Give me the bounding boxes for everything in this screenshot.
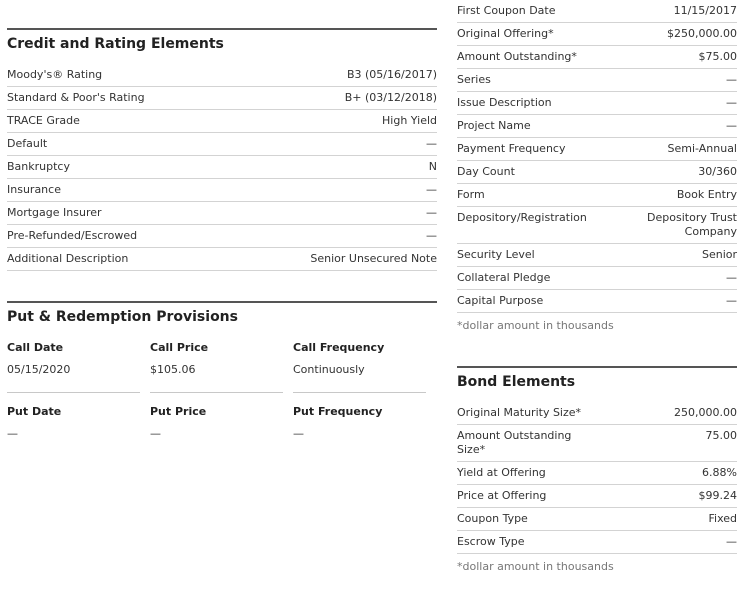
call-frequency-cell xyxy=(293,339,436,403)
put-price-value: — xyxy=(150,427,161,440)
row-label: Payment Frequency xyxy=(457,142,566,155)
right-column xyxy=(457,0,737,573)
credit-row-bankruptcy xyxy=(7,156,437,179)
row-value: High Yield xyxy=(382,114,437,127)
row-value: 30/360 xyxy=(698,165,737,178)
credit-row-additional-description xyxy=(7,248,437,271)
row-label: Depository/Registration xyxy=(457,211,587,224)
issue-row-security-level xyxy=(457,244,737,267)
issue-row-payment-frequency xyxy=(457,138,737,161)
put-price-cell xyxy=(150,403,293,456)
issue-row-day-count xyxy=(457,161,737,184)
call-frequency-header: Call Frequency xyxy=(293,341,385,354)
row-value: — xyxy=(726,271,737,284)
row-label: Insurance xyxy=(7,183,61,196)
bond-footnote: *dollar amount in thousands xyxy=(457,560,614,573)
row-value: — xyxy=(726,294,737,307)
issue-row-issue-description xyxy=(457,92,737,115)
row-label: Price at Offering xyxy=(457,489,547,502)
row-label: Default xyxy=(7,137,48,150)
bond-row-original-maturity-size xyxy=(457,402,737,425)
row-value: — xyxy=(426,137,437,150)
divider xyxy=(293,392,426,393)
put-frequency-cell xyxy=(293,403,436,456)
put-frequency-value: — xyxy=(293,427,304,440)
call-price-header: Call Price xyxy=(150,341,209,354)
row-value: — xyxy=(426,206,437,219)
row-value: B+ (03/12/2018) xyxy=(344,91,437,104)
issue-details-list xyxy=(457,0,737,313)
divider xyxy=(150,392,283,393)
left-column xyxy=(7,0,437,456)
bond-elements-list xyxy=(457,402,737,554)
row-value: Fixed xyxy=(708,512,737,525)
row-value: Senior Unsecured Note xyxy=(310,252,437,265)
bond-elements-title: Bond Elements xyxy=(457,366,737,402)
row-value: 6.88% xyxy=(702,466,737,479)
issue-row-first-coupon-date xyxy=(457,0,737,23)
row-label: Pre-Refunded/Escrowed xyxy=(7,229,138,242)
issue-details-section xyxy=(457,0,737,332)
row-label: Collateral Pledge xyxy=(457,271,551,284)
call-date-header: Call Date xyxy=(7,341,64,354)
row-value: B3 (05/16/2017) xyxy=(346,68,437,81)
row-value: N xyxy=(428,160,437,173)
row-label: First Coupon Date xyxy=(457,4,556,17)
row-label: Moody's® Rating xyxy=(7,68,103,81)
row-value: — xyxy=(726,96,737,109)
divider xyxy=(7,392,140,393)
row-label: Standard & Poor's Rating xyxy=(7,91,145,104)
row-label: Original Offering* xyxy=(457,27,554,40)
issue-row-depository xyxy=(457,207,737,244)
put-date-cell xyxy=(7,403,150,456)
call-date-value: 05/15/2020 xyxy=(7,363,71,376)
row-label: Series xyxy=(457,73,491,86)
call-price-value: $105.06 xyxy=(150,363,196,376)
row-label: Issue Description xyxy=(457,96,552,109)
row-value: Book Entry xyxy=(676,188,737,201)
call-date-cell xyxy=(7,339,150,403)
row-label: TRACE Grade xyxy=(7,114,80,127)
credit-row-mortgage-insurer xyxy=(7,202,437,225)
row-value: Senior xyxy=(701,248,737,261)
put-redemption-grid xyxy=(7,339,437,456)
credit-rating-list xyxy=(7,64,437,271)
put-redemption-title: Put & Redemption Provisions xyxy=(7,301,437,337)
row-value: — xyxy=(426,229,437,242)
row-label: Coupon Type xyxy=(457,512,528,525)
bond-row-coupon-type xyxy=(457,508,737,531)
put-price-header: Put Price xyxy=(150,405,207,418)
row-value: — xyxy=(726,535,737,548)
row-label: Amount Outstanding Size* xyxy=(457,429,572,456)
row-value: $250,000.00 xyxy=(667,27,737,40)
bond-row-yield-at-offering xyxy=(457,462,737,485)
row-label: Additional Description xyxy=(7,252,129,265)
call-price-cell xyxy=(150,339,293,403)
row-value: Semi-Annual xyxy=(667,142,737,155)
row-value: 250,000.00 xyxy=(674,406,737,419)
bond-row-amount-outstanding-size xyxy=(457,425,737,462)
credit-row-default xyxy=(7,133,437,156)
row-label: Security Level xyxy=(457,248,535,261)
put-redemption-section xyxy=(7,301,437,456)
issue-row-form xyxy=(457,184,737,207)
row-label: Bankruptcy xyxy=(7,160,70,173)
issue-row-series xyxy=(457,69,737,92)
issue-row-collateral-pledge xyxy=(457,267,737,290)
bond-row-price-at-offering xyxy=(457,485,737,508)
row-value: Depository Trust Company xyxy=(647,211,737,238)
credit-rating-title: Credit and Rating Elements xyxy=(7,28,437,64)
row-label: Original Maturity Size* xyxy=(457,406,582,419)
credit-row-insurance xyxy=(7,179,437,202)
put-date-header: Put Date xyxy=(7,405,62,418)
row-label: Day Count xyxy=(457,165,515,178)
put-date-value: — xyxy=(7,427,18,440)
row-label: Amount Outstanding* xyxy=(457,50,577,63)
credit-rating-section xyxy=(7,28,437,271)
credit-row-trace xyxy=(7,110,437,133)
row-label: Escrow Type xyxy=(457,535,525,548)
row-value: 75.00 xyxy=(705,429,737,442)
put-frequency-header: Put Frequency xyxy=(293,405,383,418)
row-value: — xyxy=(726,119,737,132)
row-value: — xyxy=(726,73,737,86)
row-label: Project Name xyxy=(457,119,531,132)
row-value: $75.00 xyxy=(698,50,737,63)
bond-elements-section xyxy=(457,366,737,573)
credit-row-moodys xyxy=(7,64,437,87)
bond-row-escrow-type xyxy=(457,531,737,554)
row-label: Mortgage Insurer xyxy=(7,206,102,219)
issue-row-project-name xyxy=(457,115,737,138)
issue-row-capital-purpose xyxy=(457,290,737,313)
row-label: Yield at Offering xyxy=(457,466,546,479)
issue-row-amount-outstanding xyxy=(457,46,737,69)
row-value: 11/15/2017 xyxy=(673,4,737,17)
credit-row-prerefunded xyxy=(7,225,437,248)
row-label: Form xyxy=(457,188,485,201)
credit-row-sp xyxy=(7,87,437,110)
row-value: $99.24 xyxy=(698,489,737,502)
row-value: — xyxy=(426,183,437,196)
issue-row-original-offering xyxy=(457,23,737,46)
call-frequency-value: Continuously xyxy=(293,363,365,376)
issue-footnote: *dollar amount in thousands xyxy=(457,319,614,332)
row-label: Capital Purpose xyxy=(457,294,544,307)
